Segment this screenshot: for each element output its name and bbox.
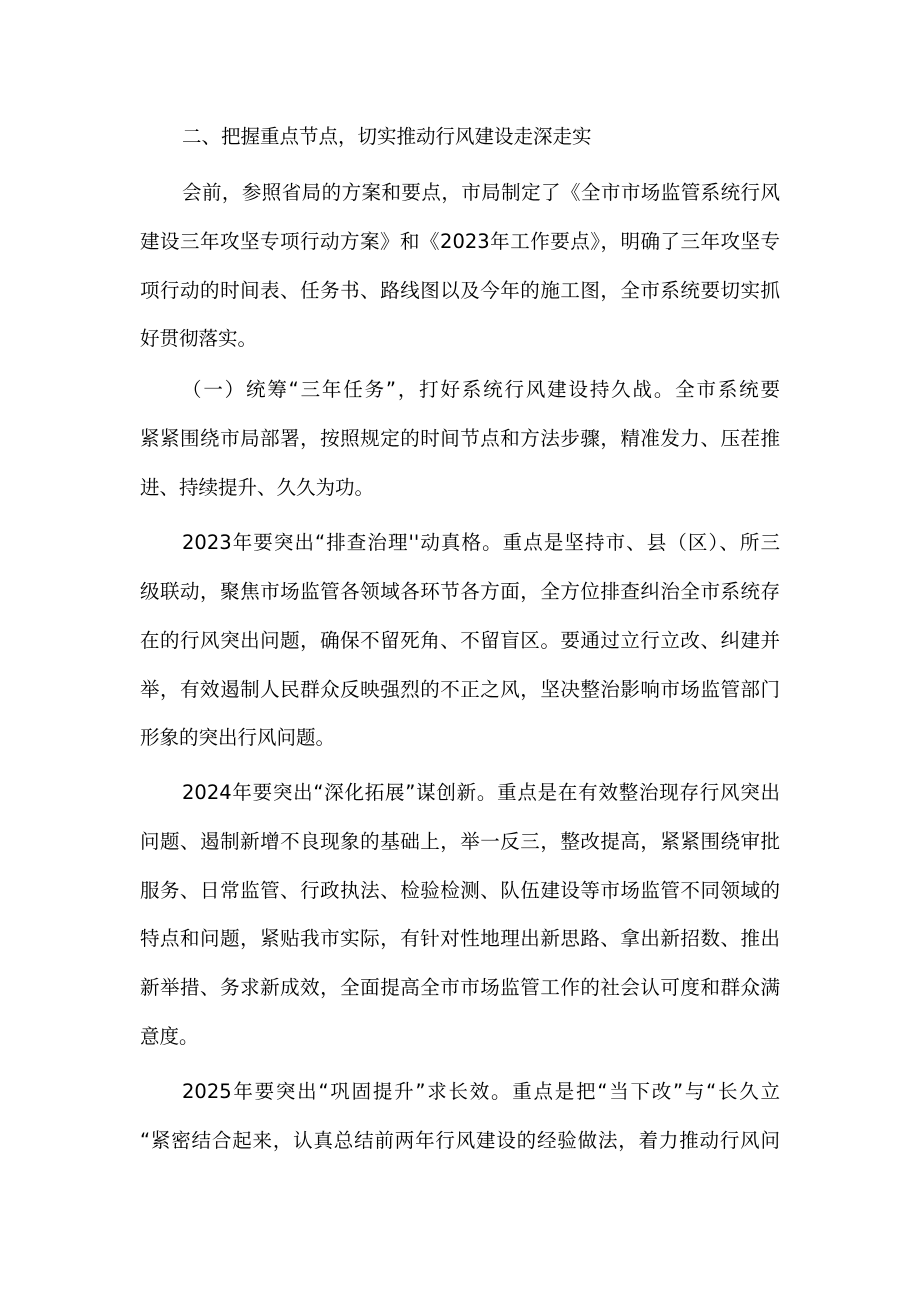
paragraph-4-line-2: 问题、遏制新增不良现象的基础上，举一反三，整改提高，紧紧围绕审批 xyxy=(140,830,780,853)
paragraph-2-line-1: （一）统筹“三年任务”，打好系统行风建设持久战。全市系统要 xyxy=(182,378,780,401)
paragraph-1-line-1: 会前，参照省局的方案和要点，市局制定了《全市市场监管系统行风 xyxy=(182,181,780,204)
paragraph-1-line-4: 好贯彻落实。 xyxy=(140,327,258,350)
paragraph-3-line-4: 举，有效遏制人民群众反映强烈的不正之风，坚决整治影响市场监管部门 xyxy=(140,678,780,701)
paragraph-4-line-6: 意度。 xyxy=(140,1025,199,1048)
paragraph-3-line-1: 2023年要突出“排查治理''动真格。重点是坚持市、县（区）、所三 xyxy=(182,531,780,554)
paragraph-4-line-4: 特点和问题，紧贴我市实际，有针对性地理出新思路、拿出新招数、推出 xyxy=(140,927,780,950)
paragraph-5-line-2: “紧密结合起来，认真总结前两年行风建设的经验做法，着力推动行风问 xyxy=(140,1129,780,1152)
paragraph-3-line-2: 级联动，聚焦市场监管各领域各环节各方面，全方位排查纠治全市系统存 xyxy=(140,580,780,603)
paragraph-4-line-1: 2024年要突出“深化拓展”谋创新。重点是在有效整治现存行风突出 xyxy=(182,781,780,804)
paragraph-3-line-3: 在的行风突出问题，确保不留死角、不留盲区。要通过立行立改、纠建并 xyxy=(140,629,780,652)
section-heading: 二、把握重点节点，切实推动行风建设走深走实 xyxy=(182,125,592,148)
paragraph-1-line-2: 建设三年攻坚专项行动方案》和《2023年工作要点》，明确了三年攻坚专 xyxy=(140,230,780,253)
paragraph-4-line-5: 新举措、务求新成效，全面提高全市市场监管工作的社会认可度和群众满 xyxy=(140,976,780,999)
paragraph-4-line-3: 服务、日常监管、行政执法、检验检测、队伍建设等市场监管不同领域的 xyxy=(140,879,780,902)
paragraph-2-line-3: 进、持续提升、久久为功。 xyxy=(140,476,375,499)
paragraph-5-line-1: 2025年要突出“巩固提升”求长效。重点是把“当下改”与“长久立 xyxy=(182,1080,780,1103)
paragraph-2-line-2: 紧紧围绕市局部署，按照规定的时间节点和方法步骤，精准发力、压茬推 xyxy=(140,427,780,450)
paragraph-1-line-3: 项行动的时间表、任务书、路线图以及今年的施工图，全市系统要切实抓 xyxy=(140,279,780,302)
paragraph-3-line-5: 形象的突出行风问题。 xyxy=(140,726,336,749)
